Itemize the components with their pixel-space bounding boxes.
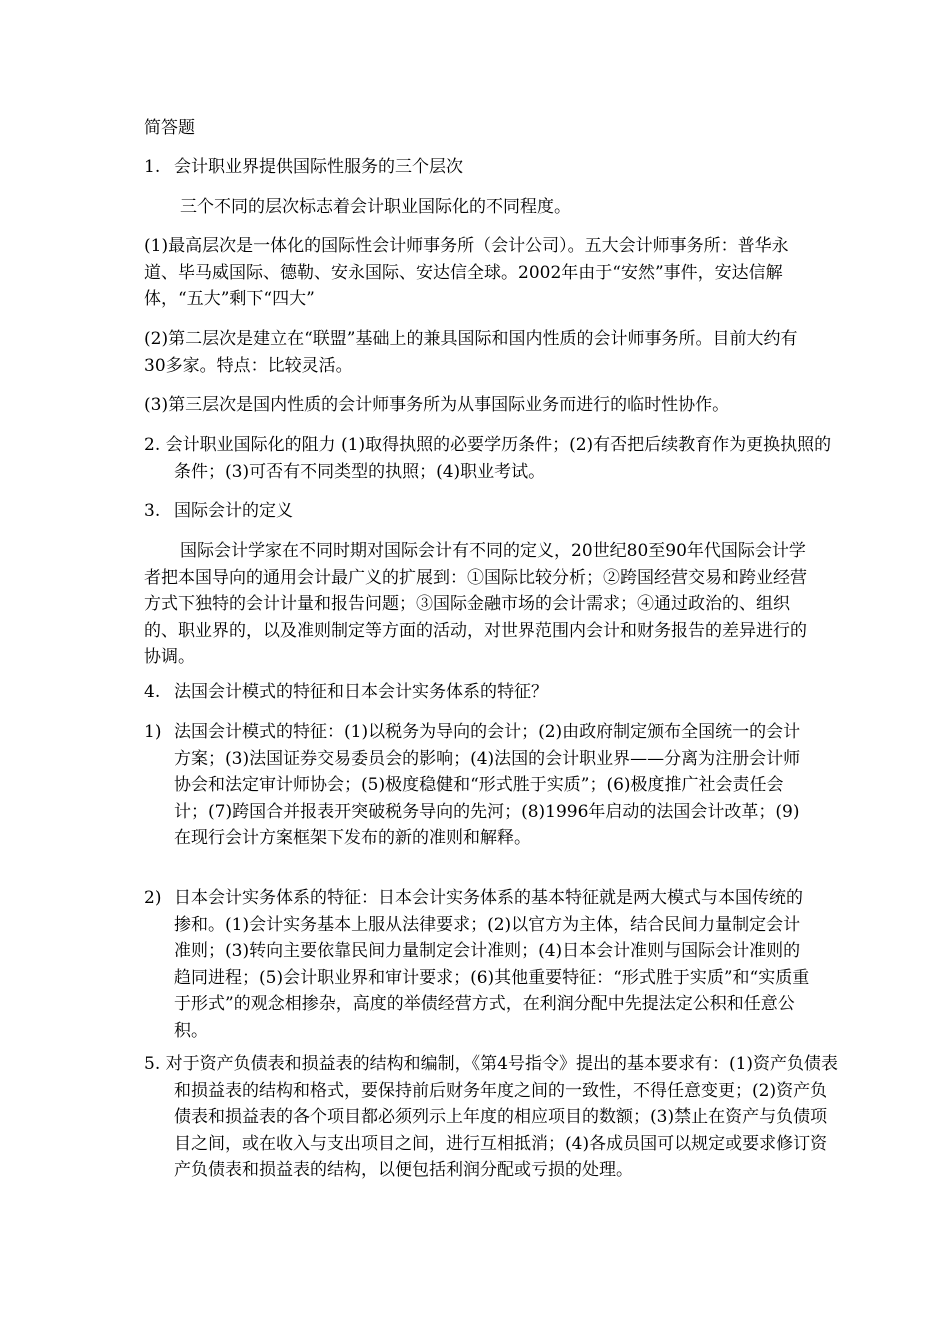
question-3-heading [144,498,810,525]
answer-text: 日本会计实务体系的特征：日本会计实务体系的基本特征就是两大模式与本国传统的掺和。(1)会计实务基本上服从法律要求；(2)以官方为主体，结合民间力量制定会计准则；(3)转向主要依靠民间力量制定会计准则；(4)日本会计准则与国际会计准则的趋同进程；(5)会计职业界和审计要求；(6)其他重要特征：“形式胜于实质”和“实质重于形式”的观念相掺杂，高度的举债经营方式，在利润分配中先提法定公积和任意公积。 [174,888,810,1041]
list-marker: 2) [144,888,162,908]
question-number: 4. [144,682,161,702]
question-4-answer-1 [144,719,810,852]
question-text: 法国会计模式的特征和日本会计实务体系的特征？ [174,682,548,702]
question-3-answer: 国际会计学家在不同时期对国际会计有不同的定义，20世纪80至90年代国际会计学者把本国导向的通用会计最广义的扩展到：①国际比较分析；②跨国经营交易和跨业经营方式下独特的会计计量和报告问题；③国际金融市场的会计需求；④通过政治的、组织的、职业界的，以及准则制定等方面的活动，对世界范围内会计和财务报告的差异进行的协调。 [144,541,807,667]
question-4-answer-2 [144,885,810,1044]
question-text: 会计职业界提供国际性服务的三个层次 [174,157,463,177]
question-1-level-3: (3)第三层次是国内性质的会计师事务所为从事国际业务而进行的临时性协作。 [144,395,730,415]
question-number: 3. [144,501,161,521]
answer-text: 法国会计模式的特征：(1)以税务为导向的会计；(2)由政府制定颁布全国统一的会计方案；(3)法国证券交易委员会的影响；(4)法国的会计职业界——分离为注册会计师协会和法定审计师协会；(5)极度稳健和“形式胜于实质”；(6)极度推广社会责任会计；(7)跨国合并报表开突破税务导向的先河；(8)1996年启动的法国会计改革；(9)在现行会计方案框架下发布的新的准则和解释。 [174,722,801,848]
question-number: 1. [144,157,161,177]
question-2: 2. 会计职业国际化的阻力 (1)取得执照的必要学历条件；(2)有否把后续教育作为更换执照的条件；(3)可否有不同类型的执照；(4)职业考试。 [144,435,832,482]
list-marker: 1) [144,722,162,742]
question-1-intro: 三个不同的层次标志着会计职业国际化的不同程度。 [180,197,571,217]
question-1-level-2: (2)第二层次是建立在“联盟”基础上的兼具国际和国内性质的会计师事务所。目前大约有30多家。特点：比较灵活。 [144,329,798,376]
section-title: 简答题 [144,118,195,138]
question-1-level-1: (1)最高层次是一体化的国际性会计师事务所（会计公司）。五大会计师事务所：普华永道、毕马威国际、德勒、安永国际、安达信全球。2002年由于“安然”事件，安达信解体，“五大”剩下“四大” [144,236,789,309]
question-text: 国际会计的定义 [174,501,293,521]
question-4-heading [144,679,810,706]
question-1-heading [144,154,810,181]
question-5: 5. 对于资产负债表和损益表的结构和编制，《第4号指令》提出的基本要求有：(1)资产负债表和损益表的结构和格式，要保持前后财务年度之间的一致性，不得任意变更；(2)资产负债表和损益表的各个项目都必须列示上年度的相应项目的数额；(3)禁止在资产与负债项目之间，或在收入与支出项目之间，进行互相抵消；(4)各成员国可以规定或要求修订资产负债表和损益表的结构，以便包括利润分配或亏损的处理。 [144,1054,839,1180]
